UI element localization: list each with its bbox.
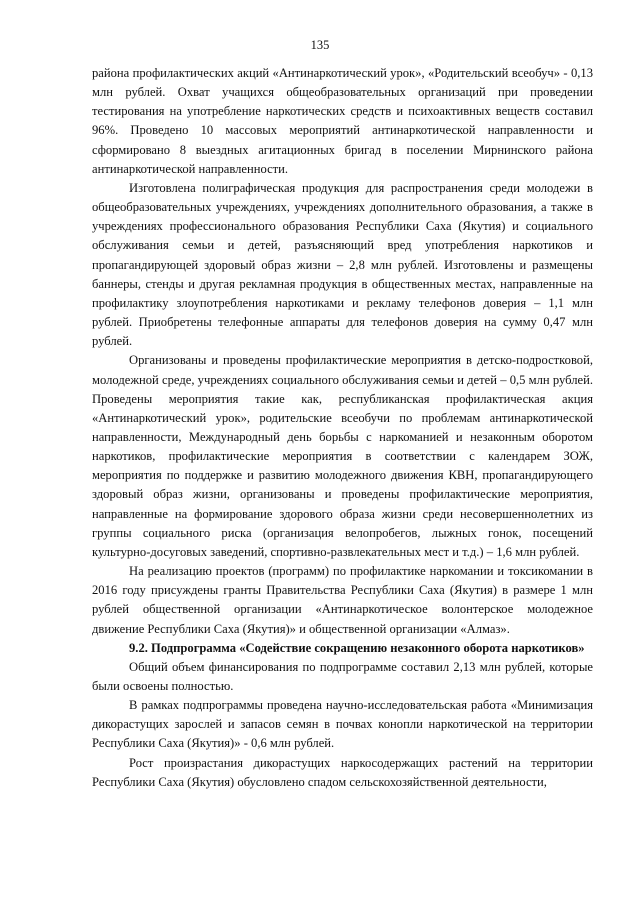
paragraph-research: В рамках подпрограммы проведена научно-исследовательская работа «Минимизация дикорастущих зарослей и запасов семян в почвах конопли наркотической на территории Республики Саха (Якутия)» - 0,6 млн рублей. (92, 698, 593, 751)
paragraph-preventive-events: Организованы и проведены профилактические мероприятия в детско-подростковой, молодежной среде, учреждениях социального обслуживания семьи и детей – 0,5 млн рублей. Проведены мероприятия такие как, республиканская профилактическая акция «Антинаркотический урок», родительские всеобучи по проблемам антинаркотической направленности, Международный день борьбы с наркоманией и незаконным оборотом наркотиков, профилактические мероприятия в соответствии с календарем ЗОЖ, мероприятия по поддержке и развитию молодежного движения КВН, пропагандирующего здоровый образ жизни, организованы и проведены профилактические мероприятия, направленные на формирование здорового образа жизни среди несовершеннолетних из группы социального риска (организация велопробегов, лыжных гонок, посещений культурно-досуговых заведений, спортивно-развлекательных мест и т.д.) – 1,6 млн рублей. (92, 353, 593, 559)
paragraph-printed-materials: Изготовлена полиграфическая продукция для распространения среди молодежи в общеобразовательных учреждениях, учреждениях дополнительного образования, а также в учреждениях профессионального образования Республики Саха (Якутия) и социального обслуживания семьи и детей, разъясняющий вред употребления наркотиков и пропагандирующей здоровый образ жизни – 2,8 млн рублей. Изготовлены и размещены баннеры, стенды и другая рекламная продукция в общественных местах, направленные на профилактику злоупотребления наркотиками и рекламу телефонов доверия – 1,1 млн рублей. Приобретены телефонные аппараты для телефонов доверия на сумму 0,47 млн рублей. (92, 180, 593, 349)
paragraph-grants: На реализацию проектов (программ) по профилактике наркомании и токсикомании в 2016 году присуждены гранты Правительства Республики Саха (Якутия) в размере 1 млн рублей общественной организации «Антинаркотическое волонтерское молодежное движение Республики Саха (Якутия)» и общественной организации «Алмаз». (92, 564, 593, 636)
paragraph-funding: Общий объем финансирования по подпрограмме составил 2,13 млн рублей, которые были освоены полностью. (92, 659, 593, 693)
paragraph-continuation: района профилактических акций «Антинаркотический урок», «Родительский всеобуч» - 0,13 млн рублей. Охват учащихся общеобразовательных организаций при проведении тестирования на употребление наркотических средств и психоактивных веществ составил 96%. Проведено 10 массовых мероприятий антинаркотической направленности и сформировано 8 выездных агитационных бригад в поселении Мирнинского района антинаркотической направленности. (92, 66, 593, 176)
page-number: 135 (310, 38, 330, 52)
paragraph-growth: Рост произрастания дикорастущих наркосодержащих растений на территории Республики Саха (Якутия) обусловлено спадом сельскохозяйственной деятельности, (92, 755, 593, 789)
document-body (92, 64, 593, 792)
section-heading: 9.2. Подпрограмма «Содействие сокращению незаконного оборота наркотиков» (129, 640, 585, 655)
